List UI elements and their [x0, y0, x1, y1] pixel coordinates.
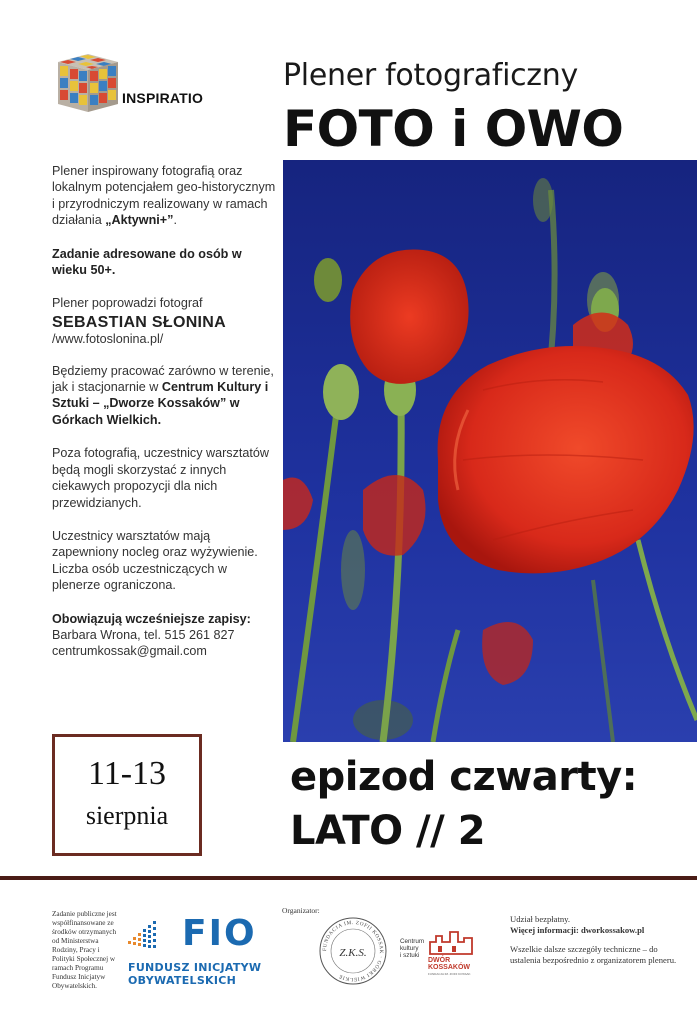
info-details: Wszelkie dalsze szczegóły techniczne – do ustalenia bezpośrednio z organizatorem pleneru. [510, 944, 677, 965]
ckis-line3: i sztuki [400, 952, 420, 959]
info-free-paragraph [510, 914, 690, 936]
program-name: „Aktywni+” [105, 213, 174, 228]
audience-paragraph [52, 246, 277, 279]
photographer-name: SEBASTIAN SŁONINA [52, 313, 226, 331]
intro-text: Plener inspirowany fotografią oraz lokalnym potencjałem geo-historycznym i przyrodniczym realizowany w ramach działania [52, 164, 276, 228]
extras-paragraph: Poza fotografią, uczestnicy warsztatów będą mogli skorzystać z innych ciekawych propozycji dla nich przewidzianych. [52, 446, 269, 510]
ckis-line2: kultury [400, 945, 419, 952]
work-text: Będziemy pracować zarówno w terenie, jak i stacjonarnie w [52, 363, 274, 395]
fio-acronym: FIO [182, 913, 257, 954]
ckis-small: FUNDACJA IM. ZOFII KOSSAK [428, 972, 471, 976]
fio-line1: FUNDUSZ INICJATYW [128, 961, 262, 974]
seal-icon [318, 916, 388, 986]
photographer-website: /www.fotoslonina.pl/ [52, 332, 164, 347]
inspiratio-logo [52, 52, 232, 118]
info-more: Więcej informacji: dworkossakow.pl [510, 925, 645, 935]
fio-line2: OBYWATELSKICH [128, 974, 237, 987]
audience-text: Zadanie adresowane do osób w wieku 50+. [52, 246, 242, 278]
fio-logo [126, 915, 272, 990]
photographer-intro: Plener poprowadzi fotograf [52, 296, 203, 311]
foundation-seal [318, 916, 388, 986]
episode-name: LATO // 2 [290, 808, 486, 854]
date-days: 11-13 [87, 755, 167, 792]
venue-paragraph [52, 363, 277, 429]
venue-name: Centrum Kultury i Sztuki – „Dworze Kossaków” w Górkach Wielkich. [52, 380, 269, 427]
seal-text: FUNDACJA IM. ZOFII KOSSAK · GÓRKI WIELKIE [321, 919, 385, 983]
organizer-label: Organizator: [282, 906, 320, 915]
photographer-paragraph [52, 295, 277, 347]
date-box [52, 734, 202, 856]
seal-monogram: Z.K.S. [339, 947, 367, 959]
poster-title: FOTO i OWO [283, 100, 624, 158]
lodging-paragraph: Uczestnicy warsztatów mają zapewniony nocleg oraz wyżywienie. Liczba osób uczestniczących w plenerze ograniczona. [52, 528, 258, 593]
rubik-cube-icon [52, 52, 122, 118]
info-box [510, 914, 690, 974]
signup-label: Obowiązują wcześniejsze zapisy: [52, 611, 251, 626]
description-column [52, 163, 277, 677]
ckis-name2: KOSSAKÓW [428, 964, 470, 971]
footer-divider [0, 876, 697, 880]
signup-paragraph [52, 611, 277, 660]
info-free: Udział bezpłatny. [510, 914, 571, 924]
poppy-photo [283, 160, 697, 742]
episode-label: epizod czwarty: [290, 754, 638, 800]
intro-end: . [173, 213, 177, 228]
date-month: sierpnia [85, 801, 169, 830]
intro-paragraph [52, 163, 277, 229]
logo-text: INSPIRATIO [122, 90, 204, 106]
manor-icon [428, 930, 474, 956]
funding-note: Zadanie publiczne jest współfinansowane ze środków otrzymanych od Ministerstwa Rodziny, Pracy i Polityki Społecznej w ramach Programu Fundusz Inicjatyw Obywatelskich. [52, 910, 117, 990]
ckis-name1: DWÓR [428, 957, 451, 964]
ckis-line1: Centrum [400, 938, 425, 945]
ckis-logo [398, 924, 478, 974]
poster-subtitle: Plener fotograficzny [283, 58, 578, 93]
signup-email: centrumkossak@gmail.com [52, 644, 207, 659]
signup-contact: Barbara Wrona, tel. 515 261 827 [52, 627, 235, 642]
